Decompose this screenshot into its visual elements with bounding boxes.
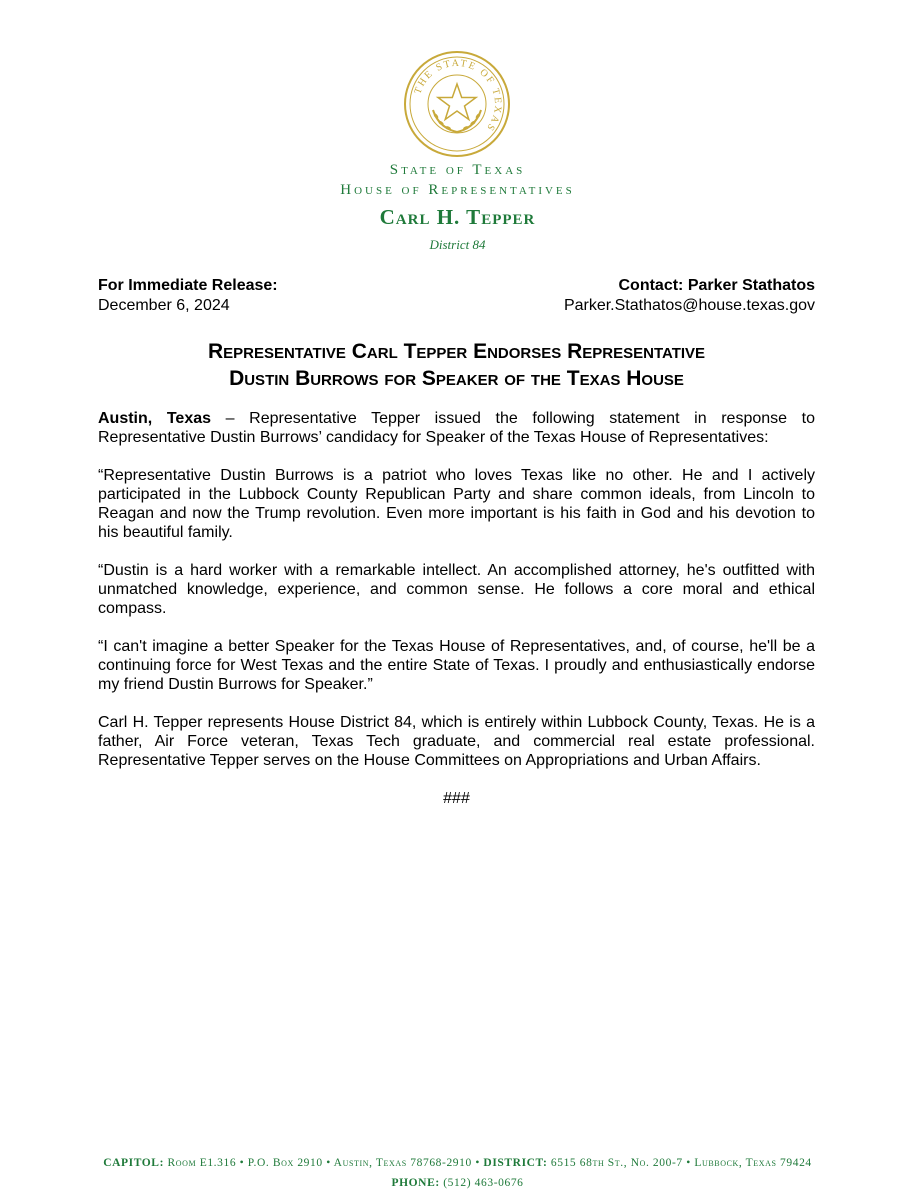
texas-state-seal-icon xyxy=(403,50,511,158)
dateline: Austin, Texas xyxy=(98,410,212,427)
letterhead-state: State of Texas xyxy=(389,162,526,178)
capitol-label: CAPITOL: xyxy=(103,1157,165,1169)
contact-email[interactable]: Parker.Stathatos@house.texas.gov xyxy=(563,297,815,314)
contact-label: Contact: Parker Stathatos xyxy=(618,277,815,294)
intro-text: – Representative Tepper issued the following statement in response to Representative Dustin Burrows’ candidacy for Speaker of the Texas House of Representatives: xyxy=(98,410,816,446)
quote-paragraph-1: “Representative Dustin Burrows is a patriot who loves Texas like no other. He and I actively participated in the Lubbock County Republican Party and share common ideals, from Lincoln to Reagan and now the Trump revolution. Even more important is his faith in God and his devotion to his beautiful family. xyxy=(98,467,815,541)
svg-text:THE STATE OF TEXAS: THE STATE OF TEXAS xyxy=(412,57,504,134)
headline-line-1: Representative Carl Tepper Endorses Representative xyxy=(207,340,706,363)
release-label: For Immediate Release: xyxy=(98,277,278,294)
end-mark: ### xyxy=(443,790,470,807)
press-release-headline xyxy=(98,338,815,392)
phone-label: PHONE: xyxy=(391,1177,440,1189)
district-label: DISTRICT: xyxy=(483,1157,548,1169)
press-release-body xyxy=(98,409,815,808)
footer-phone xyxy=(0,1177,915,1189)
release-date: December 6, 2024 xyxy=(98,297,230,314)
phone-number: (512) 463-0676 xyxy=(439,1177,524,1189)
district-address: 6515 68th St., No. 200-7 • Lubbock, Texas 79424 xyxy=(547,1157,812,1169)
footer-address xyxy=(0,1157,915,1169)
capitol-address: Room E1.316 • P.O. Box 2910 • Austin, Texas 78768-2910 • xyxy=(164,1157,484,1169)
quote-paragraph-2: “Dustin is a hard worker with a remarkable intellect. An accomplished attorney, he's outfitted with unmatched knowledge, experience, and common sense. He follows a core moral and ethical compass. xyxy=(98,562,815,617)
letterhead-district: District 84 xyxy=(429,237,486,252)
headline-line-2: Dustin Burrows for Speaker of the Texas House xyxy=(229,367,684,390)
bio-paragraph: Carl H. Tepper represents House District 84, which is entirely within Lubbock County, Texas. He is a father, Air Force veteran, Texas Tech graduate, and commercial real estate professional. Representative Tepper serves on the House Committees on Appropriations and Urban Affairs. xyxy=(98,714,815,769)
quote-paragraph-3: “I can't imagine a better Speaker for the Texas House of Representatives, and, of course, he'll be a continuing force for West Texas and the entire State of Texas. I proudly and enthusiastically endorse my friend Dustin Burrows for Speaker.” xyxy=(98,638,815,693)
letterhead-house: House of Representatives xyxy=(340,182,575,198)
letterhead-representative-name: Carl H. Tepper xyxy=(379,205,536,229)
intro-paragraph xyxy=(98,409,815,447)
